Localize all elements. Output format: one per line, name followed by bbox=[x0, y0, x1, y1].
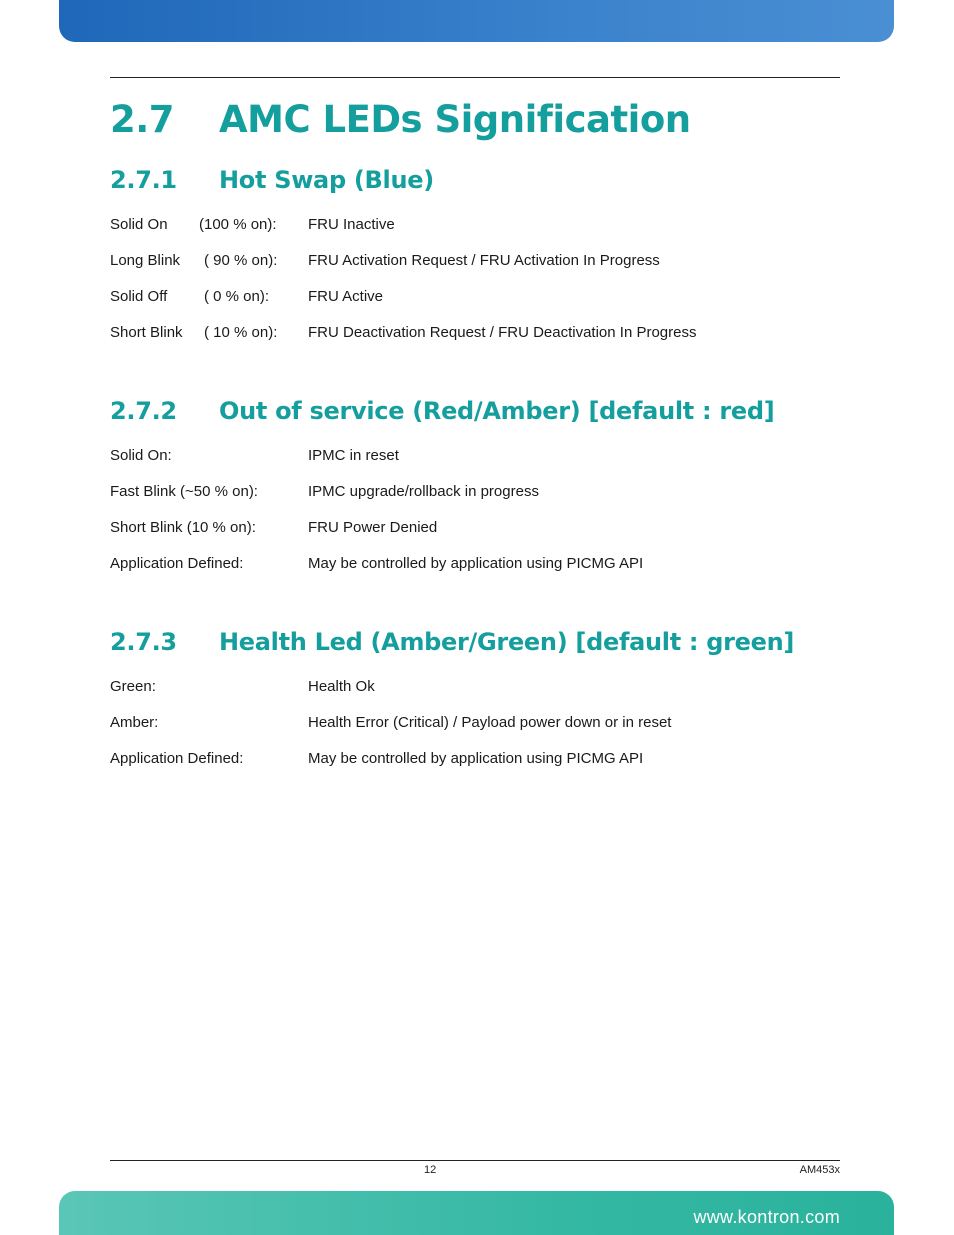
subsection-number: 2.7.1 bbox=[110, 166, 177, 194]
led-state-description: Health Error (Critical) / Payload power down or in reset bbox=[308, 714, 672, 731]
led-state-description: IPMC upgrade/rollback in progress bbox=[308, 483, 539, 500]
led-duty-cycle: ( 90 % on): bbox=[204, 252, 278, 269]
subsection-title: Health Led (Amber/Green) [default : green] bbox=[219, 628, 795, 656]
led-state-description: May be controlled by application using PICMG API bbox=[308, 750, 644, 767]
led-state-label: Solid On: bbox=[110, 447, 172, 464]
subsection-number: 2.7.2 bbox=[110, 397, 177, 425]
led-state-description: May be controlled by application using PICMG API bbox=[308, 555, 644, 572]
led-state-description: FRU Active bbox=[308, 288, 384, 305]
subsection-heading-out-of-service bbox=[110, 397, 774, 425]
document-id: AM453x bbox=[799, 1164, 840, 1176]
led-state-description: FRU Inactive bbox=[308, 216, 395, 233]
section-number: 2.7 bbox=[110, 98, 175, 141]
led-state-label: Fast Blink (~50 % on): bbox=[110, 483, 258, 500]
subsection-number: 2.7.3 bbox=[110, 628, 177, 656]
page-number: 12 bbox=[424, 1164, 437, 1176]
led-state-description: FRU Activation Request / FRU Activation In Progress bbox=[308, 252, 660, 269]
subsection-heading-health-led bbox=[110, 628, 794, 656]
header-rule bbox=[110, 77, 840, 78]
led-state-label: Application Defined: bbox=[110, 750, 244, 767]
led-duty-cycle: ( 0 % on): bbox=[204, 288, 270, 305]
led-state-label: Short Blink (10 % on): bbox=[110, 519, 256, 536]
led-state-description: FRU Deactivation Request / FRU Deactivation In Progress bbox=[308, 324, 697, 341]
bottom-banner bbox=[59, 1191, 894, 1235]
led-state-label: Amber: bbox=[110, 714, 159, 731]
subsection-title: Hot Swap (Blue) bbox=[219, 166, 434, 194]
section-title: AMC LEDs Signification bbox=[219, 98, 691, 141]
led-state-label: Short Blink bbox=[110, 324, 183, 341]
footer-rule bbox=[110, 1160, 840, 1161]
subsection-heading-hot-swap bbox=[110, 166, 434, 194]
led-state-label: Solid Off bbox=[110, 288, 168, 305]
led-duty-cycle: (100 % on): bbox=[199, 216, 277, 233]
led-state-description: IPMC in reset bbox=[308, 447, 399, 464]
led-state-label: Application Defined: bbox=[110, 555, 244, 572]
led-state-label: Solid On bbox=[110, 216, 168, 233]
led-state-label: Green: bbox=[110, 678, 156, 695]
section-heading bbox=[110, 98, 691, 141]
led-state-description: FRU Power Denied bbox=[308, 519, 438, 536]
top-banner bbox=[59, 0, 894, 42]
website-link[interactable]: www.kontron.com bbox=[693, 1207, 840, 1227]
led-duty-cycle: ( 10 % on): bbox=[204, 324, 278, 341]
subsection-title: Out of service (Red/Amber) [default : red] bbox=[219, 397, 775, 425]
led-state-description: Health Ok bbox=[308, 678, 375, 695]
led-state-label: Long Blink bbox=[110, 252, 181, 269]
